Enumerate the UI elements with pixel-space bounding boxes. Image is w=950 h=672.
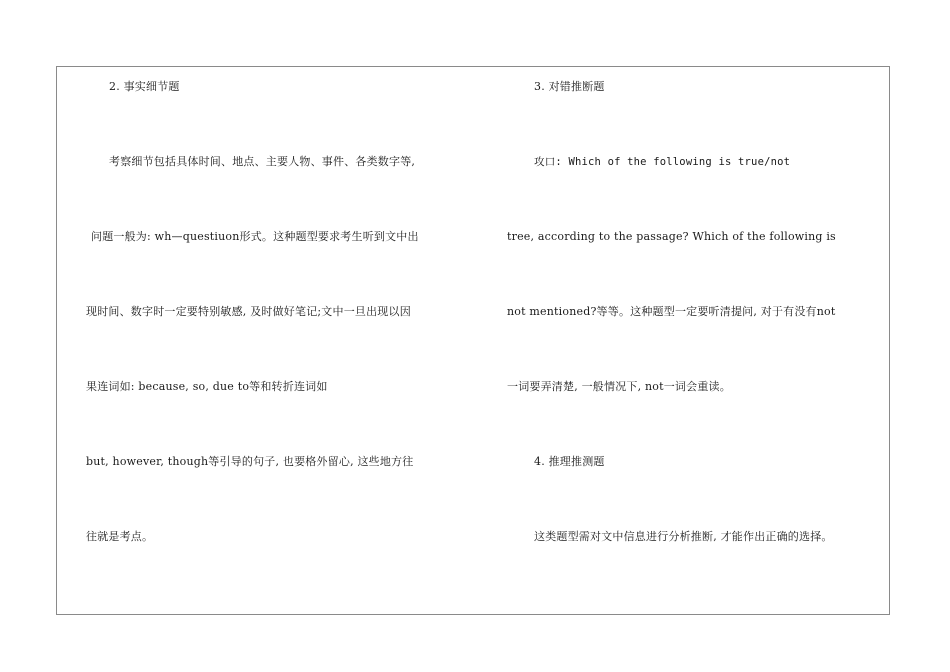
paragraph-line: 果连词如: because, so, due to等和转折连词如: [86, 380, 328, 393]
paragraph-line: tree, according to the passage? Which of the following is: [507, 230, 836, 243]
section-heading-inference: 4. 推理推测题: [534, 455, 605, 468]
paragraph-line: 问题一般为: wh—questiuon形式。这种题型要求考生听到文中出: [91, 230, 419, 243]
paragraph-line: 现时间、数字时一定要特别敏感, 及时做好笔记;文中一旦出现以因: [86, 305, 411, 318]
paragraph-line: 往就是考点。: [86, 530, 154, 543]
section-heading-true-false: 3. 对错推断题: [534, 80, 605, 93]
section-heading-fact-detail: 2. 事实细节题: [109, 80, 180, 93]
paragraph-line: not mentioned?等等。这种题型一定要听清提问, 对于有没有not: [507, 305, 836, 318]
paragraph-line: 攻口: Which of the following is true/not: [534, 156, 791, 168]
paragraph-line: but, however, though等引导的句子, 也要格外留心, 这些地方往: [86, 455, 414, 468]
paragraph-line: 这类题型需对文中信息进行分析推断, 才能作出正确的选择。: [534, 530, 833, 543]
paragraph-line: 一词要弄清楚, 一般情况下, not一词会重读。: [507, 380, 731, 393]
paragraph-line: 考察细节包括具体时间、地点、主要人物、事件、各类数字等,: [109, 155, 416, 168]
